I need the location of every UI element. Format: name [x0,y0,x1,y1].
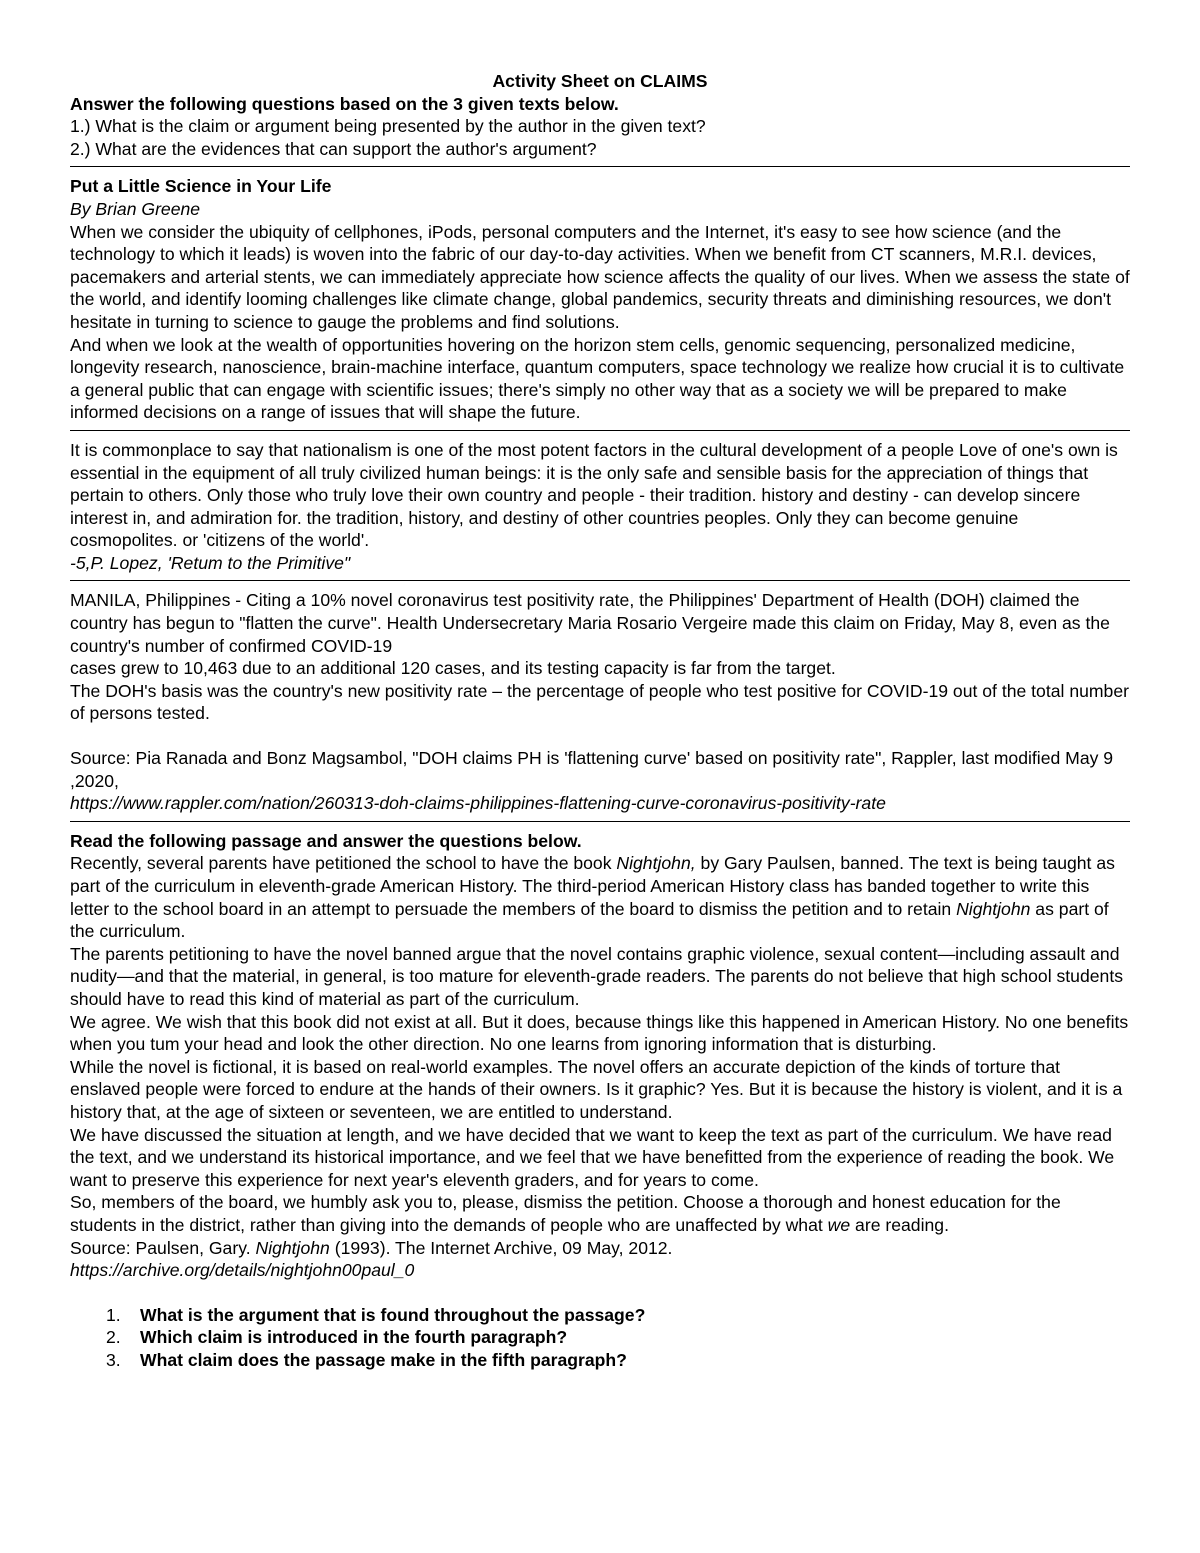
text1-paragraph-1: When we consider the ubiquity of cellphones, iPods, personal computers and the Internet, it's easy to see how science (and the technology to which it leads) is woven into the fabric of our day-to-day activities. When we benefit from CT scanners, M.R.I. devices, pacemakers and arterial stents, we can immediately appreciate how science affects the quality of our lives. When we assess the state of the world, and identify looming challenges like climate change, global pandemics, security threats and diminishing resources, we don't hesitate in turning to science to gauge the problems and find solutions. [70,221,1130,332]
section-divider [70,821,1130,822]
passage-paragraph-2: The parents petitioning to have the novel banned argue that the novel contains graphic violence, sexual content—including assault and nudity—and that the material, in general, is too mature for eleventh-grade readers. The parents do not believe that high school students should have to read this kind of material as part of the curriculum. [70,943,1124,1009]
guide-question-2: 2.) What are the evidences that can support the author's argument? [70,138,597,159]
text3-paragraph-1: MANILA, Philippines - Citing a 10% novel coronavirus test positivity rate, the Philippines' Department of Health (DOH) claimed the country has begun to "flatten the curve". Health Undersecretary Maria Rosario Vergeire made this claim on Friday, May 8, even as the country's number of confirmed COVID-19 [70,590,1110,656]
text1-title: Put a Little Science in Your Life [70,176,332,197]
section-divider [70,580,1130,581]
text3-paragraph-3: The DOH's basis was the country's new positivity rate – the percentage of people who test positive for COVID-19 out of the total number of persons tested. [70,680,1129,724]
book-title: Nightjohn [956,898,1031,919]
passage-paragraph-3: We agree. We wish that this book did not exist at all. But it does, because things like this happened in American History. No one benefits when you tum your head and look the other direction. No one learns from ignoring information that is disturbing. [70,1011,1129,1055]
page-title: Activity Sheet on CLAIMS [492,71,708,91]
passage-paragraph-4: While the novel is fictional, it is based on real-world examples. The novel offers an accurate depiction of the kinds of torture that enslaved people were forced to endure at the hands of their owners. Is it graphic? Yes. But it is because the history is violent, and it is a history that, at the age of sixteen or seventeen, we are entitled to understand. [70,1056,1123,1122]
section-divider [70,430,1130,431]
passage-paragraph-6: So, members of the board, we humbly ask you to, please, dismiss the petition. Choose a thorough and honest education for the students in the district, rather than giving into the demands of people who are unaffected by what we are reading. [70,1192,1061,1235]
passage-paragraph-1: Recently, several parents have petitioned the school to have the book Nightjohn, by Gary Paulsen, banned. The text is being taught as part of the curriculum in eleventh-grade American History. The third-period American History class has banded together to write this letter to the school board in an attempt to persuade the members of the board to dismiss the petition and to retain Nightjohn as part of the curriculum. [70,853,1115,942]
text3-url-link[interactable]: https://www.rappler.com/nation/260313-doh-claims-philippines-flattening-curve-coronavirus-positivity-rate [70,793,886,814]
section-divider [70,166,1130,167]
question-list [70,1304,1130,1372]
text1-author: By Brian Greene [70,198,201,219]
passage-heading: Read the following passage and answer the questions below. [70,830,582,851]
passage-paragraph-5: We have discussed the situation at length, and we have decided that we want to keep the text as part of the curriculum. We have read the text, and we understand its historical importance, and we feel that we have benefitted from the experience of reading the book. We want to preserve this experience for next year's eleventh graders, and for years to come. [70,1124,1115,1190]
text2-paragraph: It is commonplace to say that nationalism is one of the most potent factors in the cultural development of a people Love of one's own is essential in the equipment of all truly civilized human beings: it is the only safe and sensible basis for the appreciation of things that pertain to others. Only those who truly love their own country and people - their tradition. history and destiny - can develop sincere interest in, and admiration for. the tradition, history, and destiny of other countries peoples. Only they can become genuine cosmopolites. or 'citizens of the world'. [70,439,1118,551]
instruction-heading: Answer the following questions based on the 3 given texts below. [70,93,619,114]
text2-citation: -5,P. Lopez, 'Retum to the Primitive" [70,552,351,573]
question-item: 2. Which claim is introduced in the fourth paragraph? [106,1327,568,1348]
activity-sheet [70,70,1130,1371]
text1-paragraph-2: And when we look at the wealth of opportunities hovering on the horizon stem cells, genomic sequencing, personalized medicine, longevity research, nanoscience, brain-machine interface, quantum computers, space technology we realize how crucial it is to cultivate a general public that can engage with scientific issues; there's simply no other way that as a society we will be prepared to make informed decisions on a range of issues that will shape the future. [70,334,1125,423]
passage-source: Source: Paulsen, Gary. Nightjohn (1993). The Internet Archive, 09 May, 2012. [70,1237,673,1258]
text3-paragraph-2: cases grew to 10,463 due to an additional 120 cases, and its testing capacity is far from the target. [70,658,836,679]
question-item: 1. What is the argument that is found throughout the passage? [106,1304,646,1325]
guide-question-1: 1.) What is the claim or argument being presented by the author in the given text? [70,116,706,137]
book-title: Nightjohn [255,1237,330,1258]
book-title: Nightjohn, [616,853,696,874]
question-item: 3. What claim does the passage make in the fifth paragraph? [106,1349,627,1370]
text3-source: Source: Pia Ranada and Bonz Magsambol, "DOH claims PH is 'flattening curve' based on positivity rate", Rappler, last modified May 9 ,2020, [70,748,1114,791]
passage-url-link[interactable]: https://archive.org/details/nightjohn00paul_0 [70,1260,415,1281]
